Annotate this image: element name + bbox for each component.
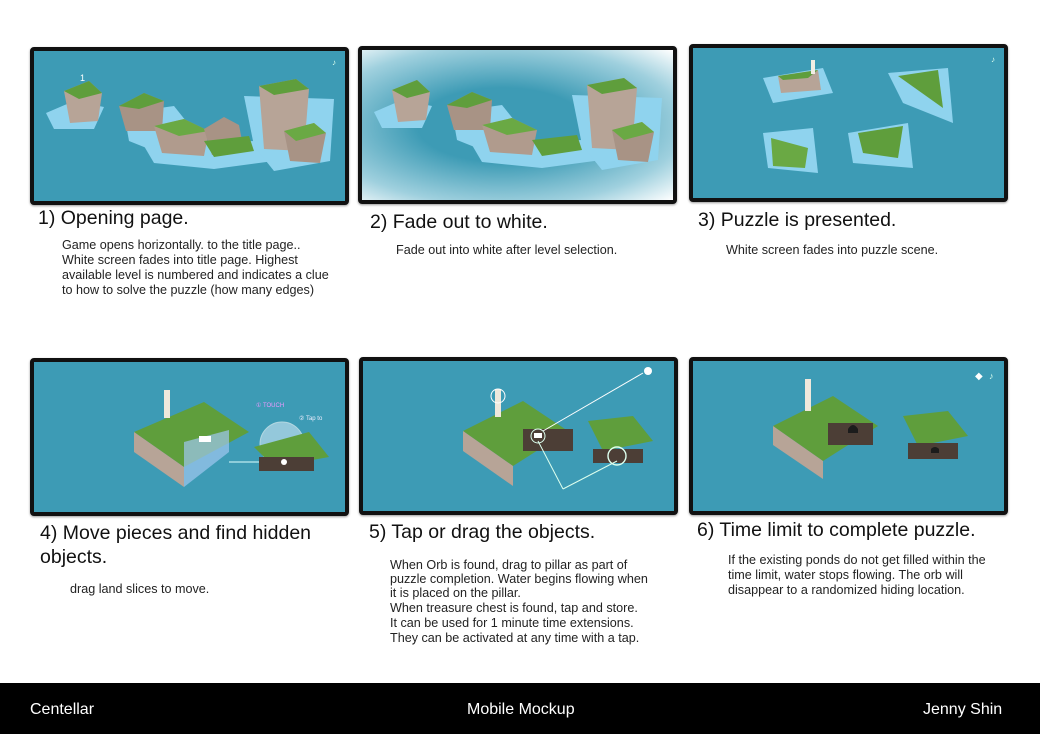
- island-scene-faded-illustration: [362, 50, 673, 200]
- panel-1-title: 1) Opening page.: [38, 207, 189, 229]
- panel-6-title: 6) Time limit to complete puzzle.: [697, 519, 976, 541]
- music-note-icon[interactable]: ♪: [332, 58, 336, 67]
- storyboard-frame-time-limit: [689, 357, 1008, 515]
- tap-to-turn-note: ② Tap to: [299, 416, 323, 422]
- panel-2-description: Fade out into white after level selection.: [396, 243, 618, 257]
- panel-2-title: 2) Fade out to white.: [370, 211, 548, 233]
- time-limit-illustration: [693, 361, 1004, 511]
- move-pieces-illustration: [34, 362, 345, 512]
- gem-icon[interactable]: ◆: [975, 371, 983, 382]
- storyboard-frame-puzzle: [689, 44, 1008, 202]
- footer-bar: [0, 683, 1040, 734]
- footer-author-name: Jenny Shin: [923, 701, 1003, 718]
- footer-project-name: Centellar: [30, 701, 95, 718]
- level-number[interactable]: 1: [80, 73, 86, 83]
- panel-4-title: 4) Move pieces and find hidden objects.: [40, 522, 312, 568]
- music-note-icon[interactable]: ♪: [991, 55, 995, 64]
- storyboard-frame-opening: [30, 47, 349, 205]
- panel-5-title: 5) Tap or drag the objects.: [369, 521, 596, 543]
- island-scene-illustration: [34, 51, 345, 201]
- music-note-icon[interactable]: ♪: [989, 371, 994, 381]
- tap-drag-illustration: [363, 361, 674, 511]
- touch-drag-note: ① TOUCH: [256, 403, 285, 409]
- footer-document-type: Mobile Mockup: [467, 701, 575, 718]
- storyboard-frame-fade: [358, 46, 677, 204]
- panel-3-description: White screen fades into puzzle scene.: [726, 243, 939, 257]
- storyboard-frame-move-pieces: [30, 358, 349, 516]
- panel-3-title: 3) Puzzle is presented.: [698, 209, 897, 231]
- puzzle-pieces-illustration: [693, 48, 1004, 198]
- storyboard-frame-tap-drag: [359, 357, 678, 515]
- panel-4-description: drag land slices to move.: [70, 582, 210, 596]
